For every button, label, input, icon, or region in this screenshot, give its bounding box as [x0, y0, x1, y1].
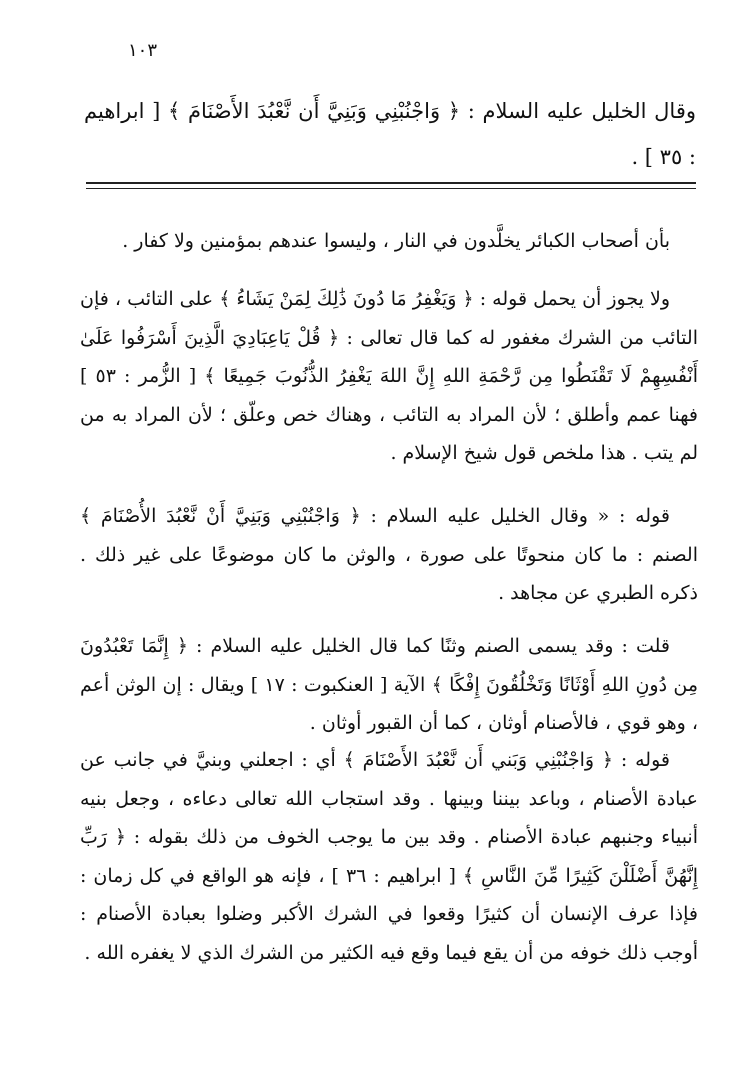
- paragraph-text: قوله : « وقال الخليل عليه السلام : ﴿ وَاجْنُبْنِي وَبَنِيَّ أَنْ نَّعْبُدَ الأُصْنَامَ ﴾ الصنم : ما كان منحوتًا على صورة ، والوثن ما كان موضوعًا على غير ذلك . ذكره الطبري عن مجاهد .: [80, 505, 698, 604]
- paragraph-1: [80, 222, 698, 261]
- paragraph-text: قلت : وقد يسمى الصنم وثنًا كما قال الخليل عليه السلام : ﴿ إِنَّمَا تَعْبُدُونَ مِن دُونِ اللهِ أَوْثَانًا وَتَخْلُقُونَ إِفْكًا ﴾ الآية [ العنكبوت : ١٧ ] ويقال : إن الوثن أعم ، وهو قوي ، فالأصنام أوثان ، كما أن القبور أوثان .: [80, 635, 698, 734]
- paragraph-text: بأن أصحاب الكبائر يخلَّدون في النار ، وليسوا عندهم بمؤمنين ولا كفار .: [122, 230, 670, 252]
- paragraph-4: [80, 627, 698, 743]
- heading-divider-bottom: [86, 188, 696, 189]
- paragraph-text: ولا يجوز أن يحمل قوله : ﴿ وَيَغْفِرُ مَا دُونَ ذَٰلِكَ لِمَنْ يَشَاءُ ﴾ على التائب ، فإن التائب من الشرك مغفور له كما قال تعالى : ﴿ قُلْ يَاعِبَادِيَ الَّذِينَ أَسْرَفُوا عَلَىٰ أَنْفُسِهِمْ لَا تَقْنَطُوا مِن رَّحْمَةِ اللهِ إِنَّ اللهَ يَغْفِرُ الذُّنُوبَ جَمِيعًا ﴾ [ الزُّمر : ٥٣ ] فهنا عمم وأطلق ؛ لأن المراد به التائب ، وهناك خص وعلّق ؛ لأن المراد به من لم يتب . هذا ملخص قول شيخ الإسلام .: [80, 288, 699, 464]
- page-number: ١٠٣: [128, 40, 158, 61]
- paragraph-text: قوله : ﴿ وَاجْنُبْنِي وَبَني أَن نَّعْبُدَ الأَصْنَامَ ﴾ أي : اجعلني وبنيَّ في جانب عن عبادة الأصنام ، وباعد بيننا وبينها . وقد استجاب الله تعالى دعاءه ، وجعل بنيه أنبياء وجنبهم عبادة الأصنام . وقد بين ما يوجب الخوف من ذلك بقوله : ﴿ رَبِّ إِنَّهُنَّ أَضْلَلْنَ كَثِيرًا مِّنَ النَّاسِ ﴾ [ ابراهيم : ٣٦ ] ، فإنه هو الواقع في كل زمان : فإذا عرف الإنسان أن كثيرًا وقعوا في الشرك الأكبر وضلوا بعبادة الأصنام : أوجب ذلك خوفه من أن يقع فيما وقع فيه الكثير من الشرك الذي لا يغفره الله .: [80, 749, 698, 964]
- paragraph-2: [80, 280, 698, 473]
- paragraph-5: [80, 741, 698, 972]
- paragraph-3: [80, 497, 698, 613]
- heading-divider-top: [86, 182, 696, 184]
- chapter-heading: وقال الخليل عليه السلام : ﴿ وَاجْنُبْنِي وَبَنِيَّ أَن نَّعْبُدَ الأَصْنَامَ ﴾ [ ابراهيم : ٣٥ ] .: [84, 99, 696, 169]
